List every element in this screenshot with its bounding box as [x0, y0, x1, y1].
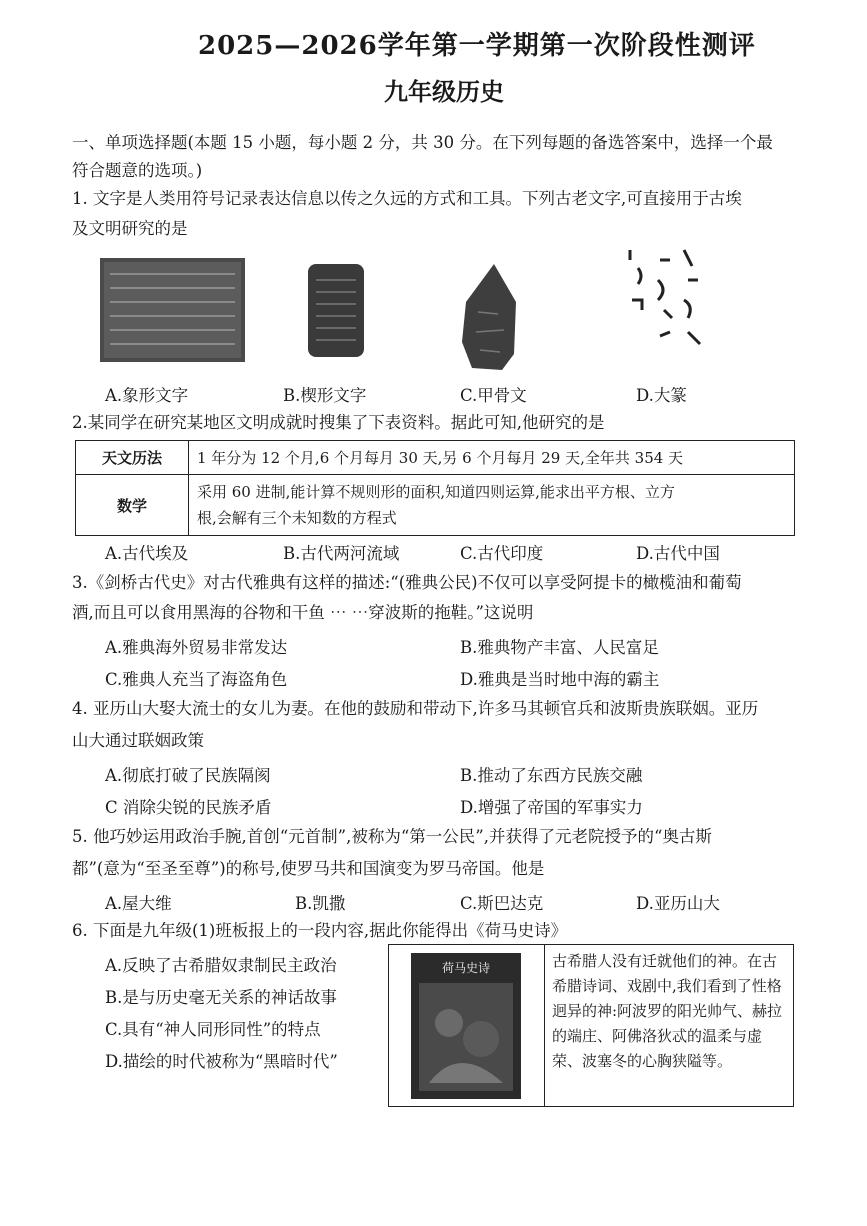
section-instruction-line2: 符合题意的选项。) — [72, 161, 203, 180]
book-cover-illustration — [419, 983, 513, 1091]
q2-option-b[interactable]: B.古代两河流域 — [283, 544, 400, 563]
page-title: 2025—2026学年第一学期第一次阶段性测评 — [198, 31, 756, 61]
q2-option-c[interactable]: C.古代印度 — [460, 544, 544, 563]
table-row-math-body-line2: 根,会解有三个未知数的方程式 — [197, 509, 397, 527]
page-subtitle: 九年级历史 — [384, 77, 504, 106]
q3-stem-line1: 3.《剑桥古代史》对古代雅典有这样的描述:“(雅典公民)不仅可以享受阿提卡的橄榄油和葡萄 — [72, 573, 742, 592]
q5-stem-line2: 都”(意为“至圣至尊”)的称号,使罗马共和国演变为罗马帝国。他是 — [72, 859, 545, 878]
q4-stem-line1: 4. 亚历山大娶大流士的女儿为妻。在他的鼓励和带动下,许多马其顿官兵和波斯贵族联姻。亚历 — [72, 699, 759, 718]
q1-option-c[interactable]: C.甲骨文 — [460, 386, 527, 405]
q6-option-b[interactable]: B.是与历史毫无关系的神话故事 — [105, 988, 337, 1007]
q4-option-b[interactable]: B.推动了东西方民族交融 — [460, 766, 643, 785]
q3-stem-line2: 酒,而且可以食用黑海的谷物和干鱼 ⋯ ⋯穿波斯的拖鞋。”这说明 — [72, 603, 534, 622]
book-cover-title: 荷马史诗 — [441, 961, 490, 975]
q6-option-c[interactable]: C.具有“神人同形同性”的特点 — [105, 1020, 321, 1039]
bronze-script-rubbing-image — [618, 240, 710, 366]
q6-option-d[interactable]: D.描绘的时代被称为“黑暗时代” — [105, 1052, 338, 1071]
section-instruction-line1: 一、单项选择题(本题 15 小题，每小题 2 分，共 30 分。在下列每题的备选答案中，选择一个最 — [72, 133, 773, 152]
q2-option-d[interactable]: D.古代中国 — [636, 544, 720, 563]
q3-option-b[interactable]: B.雅典物产丰富、人民富足 — [460, 638, 659, 657]
clay-tablet-image — [306, 262, 366, 359]
q5-option-b[interactable]: B.凯撒 — [295, 894, 346, 913]
q4-stem-line2: 山大通过联姻政策 — [72, 731, 204, 750]
q5-option-a[interactable]: A.屋大维 — [105, 894, 172, 913]
q1-option-a[interactable]: A.象形文字 — [105, 386, 189, 405]
bulletin-quote-text: 古希腊人没有迁就他们的神。在古希腊诗词、戏剧中,我们看到了性格迥异的神:阿波罗的阳光帅气、赫拉的端庄、阿佛洛狄忒的温柔与虚荣、波塞冬的心胸狭隘等。 — [552, 952, 783, 1070]
q2-data-table — [75, 440, 795, 536]
q4-option-a[interactable]: A.彻底打破了民族隔阂 — [105, 766, 271, 785]
q1-option-b[interactable]: B.楔形文字 — [283, 386, 367, 405]
q5-stem-line1: 5. 他巧妙运用政治手腕,首创“元首制”,被称为“第一公民”,并获得了元老院授予的“奥古斯 — [72, 827, 712, 846]
q5-option-c[interactable]: C.斯巴达克 — [460, 894, 544, 913]
table-row-astronomy-body: 1 年分为 12 个月,6 个月每月 30 天,另 6 个月每月 29 天,全年共 354 天 — [189, 441, 795, 475]
q2-option-a[interactable]: A.古代埃及 — [105, 544, 189, 563]
q6-bulletin-box — [388, 944, 794, 1107]
oracle-bone-image — [458, 262, 520, 372]
hieroglyph-stone-image — [100, 258, 245, 362]
q3-option-a[interactable]: A.雅典海外贸易非常发达 — [105, 638, 288, 657]
q5-option-d[interactable]: D.亚历山大 — [636, 894, 720, 913]
q6-option-a[interactable]: A.反映了古希腊奴隶制民主政治 — [105, 956, 337, 975]
q1-stem-line1: 1. 文字是人类用符号记录表达信息以传之久远的方式和工具。下列古老文字,可直接用于古埃 — [72, 189, 742, 208]
table-row-math-body-line1: 采用 60 进制,能计算不规则形的面积,知道四则运算,能求出平方根、立方 — [197, 483, 675, 501]
table-row-math-head: 数学 — [76, 475, 189, 536]
homer-epics-book-cover — [411, 953, 521, 1099]
q2-stem: 2.某同学在研究某地区文明成就时搜集了下表资料。据此可知,他研究的是 — [72, 413, 605, 432]
q1-option-d[interactable]: D.大篆 — [636, 386, 687, 405]
q4-option-c[interactable]: C 消除尖锐的民族矛盾 — [105, 798, 272, 817]
q3-option-d[interactable]: D.雅典是当时地中海的霸主 — [460, 670, 660, 689]
table-row-astronomy-head: 天文历法 — [76, 441, 189, 475]
q4-option-d[interactable]: D.增强了帝国的军事实力 — [460, 798, 643, 817]
q3-option-c[interactable]: C.雅典人充当了海盗角色 — [105, 670, 288, 689]
box-divider — [544, 945, 545, 1106]
q1-stem-line2: 及文明研究的是 — [72, 219, 188, 238]
q6-stem: 6. 下面是九年级(1)班板报上的一段内容,据此你能得出《荷马史诗》 — [72, 921, 568, 940]
